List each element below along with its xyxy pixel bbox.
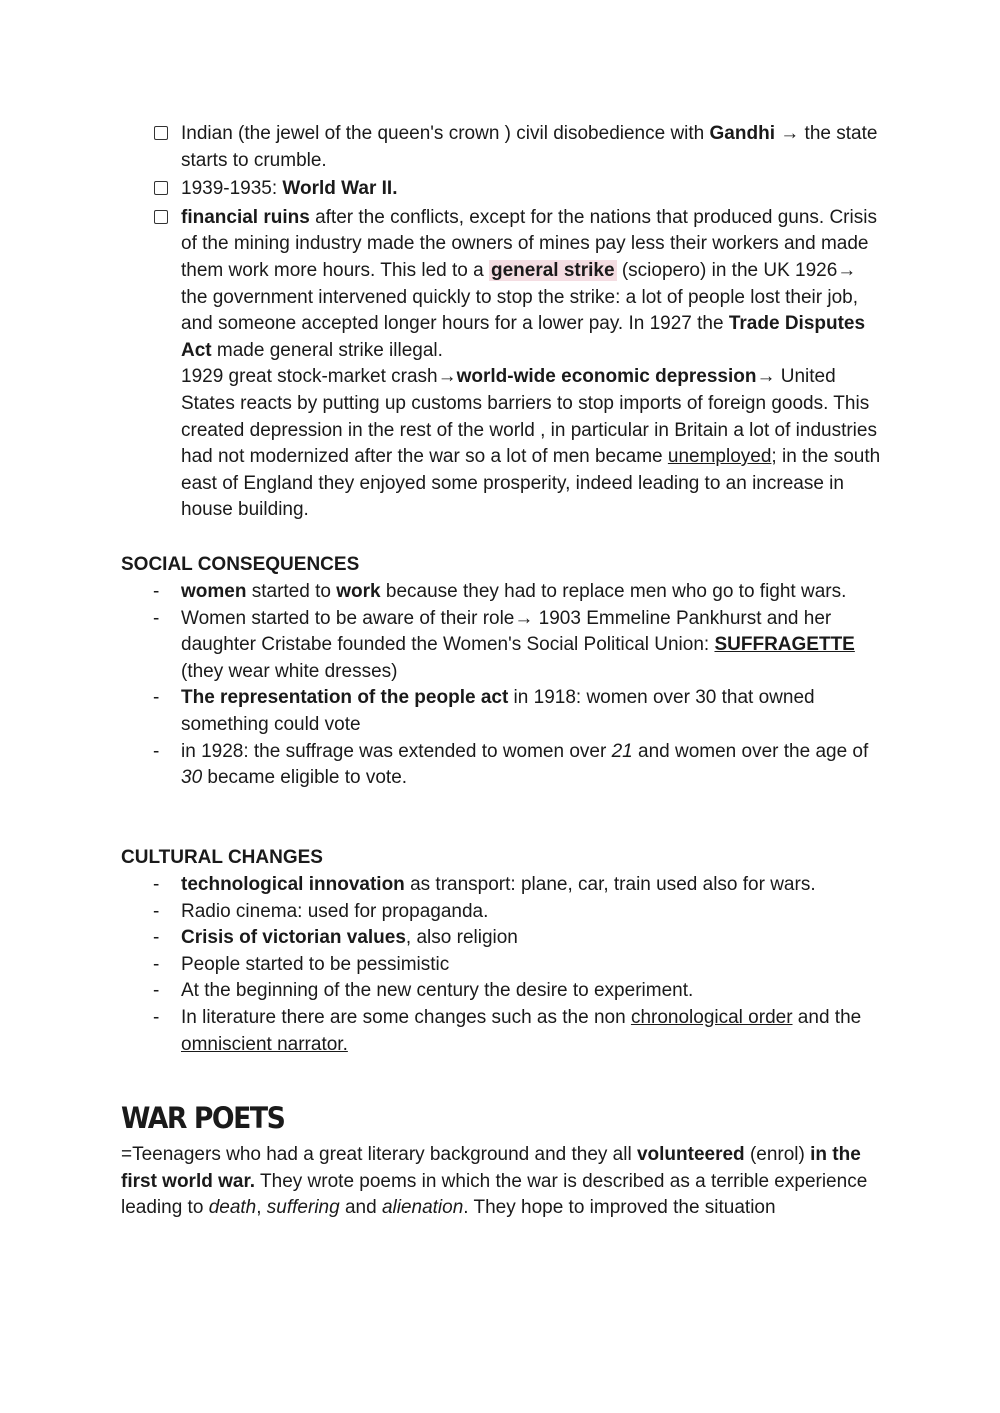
text: 1939-1935: <box>181 178 283 200</box>
text: started to <box>246 581 337 602</box>
paragraph <box>181 205 882 365</box>
list-item <box>121 1005 881 1058</box>
list-item <box>121 739 881 792</box>
text: , also religion <box>405 927 518 949</box>
bold-text: financial ruins <box>181 206 310 228</box>
war-poets-title: WAR POETS <box>121 1101 285 1135</box>
text: . They hope to improved the situation <box>463 1197 776 1219</box>
list-item <box>121 925 881 952</box>
text: made general strike illegal. <box>211 339 443 361</box>
bold-text: volunteered <box>636 1144 745 1165</box>
bold-text: women <box>181 581 247 602</box>
text: and women over the age of <box>632 740 869 762</box>
list-item <box>121 872 881 899</box>
text: , <box>256 1197 267 1219</box>
dash-bullet: - <box>153 581 160 602</box>
underlined-text: omniscient narrator. <box>181 1033 348 1055</box>
dash-bullet: - <box>153 1006 160 1028</box>
text: became eligible to vote. <box>202 767 408 789</box>
text: in 1928: the suffrage was extended to women over <box>181 740 612 762</box>
checkbox-icon[interactable] <box>154 181 168 195</box>
text: (they wear white dresses) <box>181 660 398 682</box>
bold-text: World War II. <box>282 178 398 200</box>
list-item <box>121 978 881 1005</box>
bold-text: Gandhi <box>709 123 775 144</box>
italic-text: 30 <box>181 767 203 789</box>
dash-bullet: - <box>153 953 160 975</box>
text: → United States reacts by putting up customs barriers to stop imports of foreign goods. This created depression in the rest of the world , in particular in Britain a lot of industries had not modernized after the war so a lot of men became <box>181 366 877 468</box>
bold-text: in the first world war. <box>121 1144 861 1192</box>
text: They wrote poems in which the war is described as a terrible experience leading to <box>121 1170 868 1219</box>
checklist-item-gandhi <box>152 121 882 174</box>
dash-bullet: - <box>153 687 160 709</box>
bold-text: The representation of the people act <box>181 687 509 709</box>
text: in 1918: women over 30 that owned something could vote <box>181 687 815 735</box>
dash-bullet: - <box>153 740 160 762</box>
bold-text: Crisis of victorian values <box>181 927 406 949</box>
dash-bullet: - <box>153 607 160 629</box>
bold-text: technological innovation <box>181 874 405 895</box>
war-poets-paragraph <box>121 1142 881 1222</box>
bold-text: work <box>336 581 381 602</box>
italic-text: suffering <box>266 1197 340 1219</box>
checkbox-icon[interactable] <box>154 210 168 224</box>
text: after the conflicts, except for the nations that produced guns. Crisis of the mining industry made the owners of mines pay less their workers and made them work more hours. This led to a <box>181 206 877 281</box>
paragraph <box>181 364 882 524</box>
text: At the beginning of the new century the desire to experiment. <box>181 980 694 1002</box>
social-list <box>121 579 881 792</box>
text: 1929 great stock-market crash→ <box>181 366 457 388</box>
text: because they had to replace men who go to fight wars. <box>380 581 847 602</box>
text: Women started to be aware of their role→ 1903 Emmeline Pankhurst and her daughter Cristabe founded the Women's Social Political Union: <box>181 607 832 656</box>
text: People started to be pessimistic <box>181 953 450 975</box>
text: and the <box>792 1006 862 1028</box>
italic-text: alienation <box>381 1197 464 1219</box>
checkbox-icon[interactable] <box>154 126 168 140</box>
list-item <box>121 579 881 606</box>
text: and <box>339 1197 382 1219</box>
list-item <box>121 952 881 979</box>
underlined-text: unemployed <box>667 446 772 468</box>
dash-bullet: - <box>153 927 160 949</box>
text: In literature there are some changes such as the non <box>181 1006 631 1028</box>
highlighted-text: general strike <box>491 259 615 281</box>
text: Radio cinema: used for propaganda. <box>181 900 489 922</box>
checkbox-list <box>152 121 882 526</box>
checklist-item-world-war <box>152 176 882 203</box>
cultural-heading: CULTURAL CHANGES <box>121 847 323 868</box>
list-item <box>121 685 881 738</box>
list-item <box>121 606 881 686</box>
dash-bullet: - <box>153 874 160 895</box>
text: =Teenagers who had a great literary background and they all <box>121 1144 637 1165</box>
text: → the state starts to crumble. <box>181 123 878 171</box>
list-item <box>121 899 881 926</box>
social-heading: SOCIAL CONSEQUENCES <box>121 554 360 575</box>
text: Indian (the jewel of the queen's crown ) civil disobedience with <box>181 123 710 144</box>
text: (sciopero) in the UK 1926→ the government intervened quickly to stop the strike: a lot of people lost their job, and someone accepted longer hours for a lower pay. In 1927 the <box>181 259 858 335</box>
cultural-list <box>121 872 881 1058</box>
text: (enrol) <box>744 1144 811 1165</box>
bold-text: world-wide economic depression <box>456 366 757 388</box>
dash-bullet: - <box>153 980 160 1002</box>
dash-bullet: - <box>153 900 160 922</box>
bold-text: Trade Disputes Act <box>181 313 866 361</box>
bold-underlined-text: SUFFRAGETTE <box>714 634 855 656</box>
italic-text: 21 <box>611 740 633 762</box>
checklist-item-financial-ruins <box>152 205 882 524</box>
text: ; in the south east of England they enjoyed some prosperity, indeed leading to an increase in house building. <box>181 446 881 521</box>
italic-text: death <box>208 1197 257 1219</box>
underlined-text: chronological order <box>630 1006 793 1028</box>
text: as transport: plane, car, train used also for wars. <box>404 874 816 895</box>
